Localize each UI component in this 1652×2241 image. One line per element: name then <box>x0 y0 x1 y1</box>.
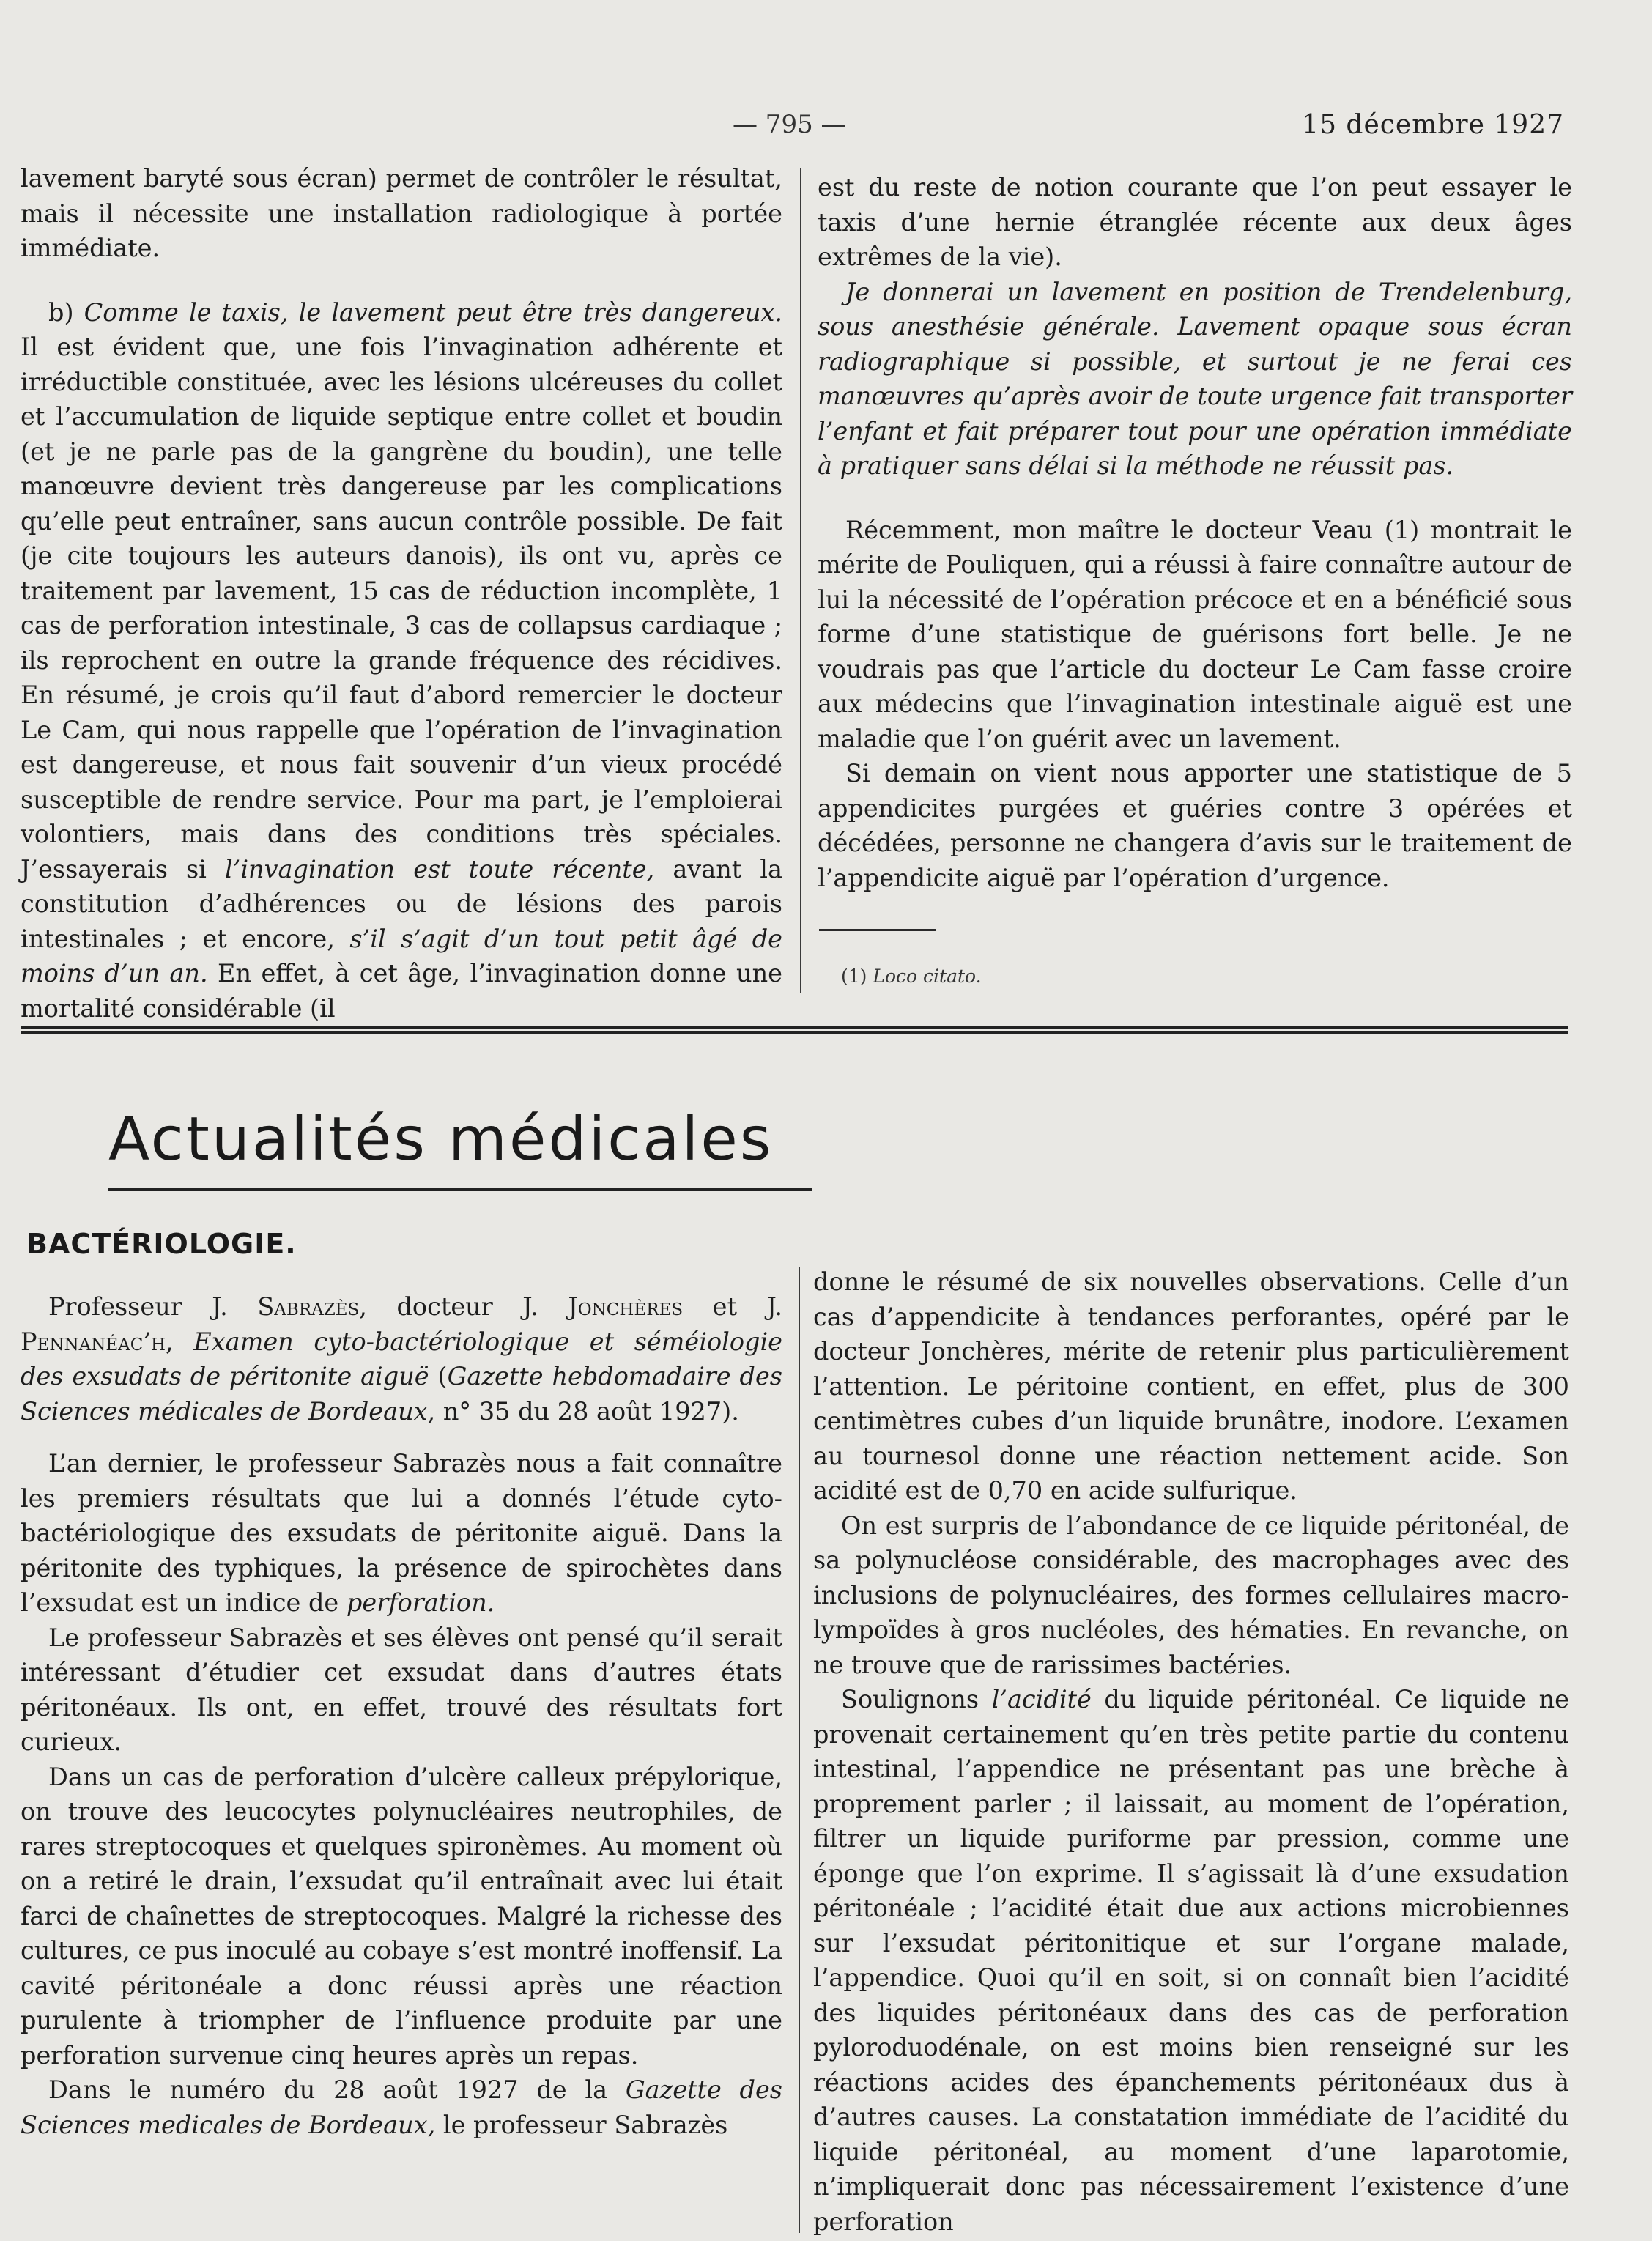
article-reference <box>21 1289 782 1429</box>
italic-text: l’acidité <box>991 1685 1092 1714</box>
top-left-column <box>21 161 782 1026</box>
paragraph <box>21 2073 782 2142</box>
journal-name: Gazette hebdomadaire des Sciences médicales de Bordeaux <box>21 1362 782 1426</box>
paragraph: Le professeur Sabrazès et ses élèves ont pensé qu’il serait intéressant d’étudier cet exsudat dans d’autres états péritonéaux. Ils ont, en effet, trouvé des résultats fort curieux. <box>21 1623 782 1756</box>
paragraph <box>21 295 782 1026</box>
footnote-text: Loco citato. <box>873 966 982 987</box>
paragraph: donne le résumé de six nouvelles observations. Celle d’un cas d’appendicite à tendances perforantes, opéré par le docteur Jonchères, mérite de retenir plus particulièrement l’attention. Le péritoine contient, en effet, plus de 300 centimètres cubes d’un liquide brunâtre, inodore. L’examen au tournesol donne une réaction nettement acide. Son acidité est de 0,70 en acide sulfurique. <box>813 1267 1569 1505</box>
text-run: Il est évident que, une fois l’invagination adhérente et irréductible constituée, avec les lésions ulcéreuses du collet et l’accumulation de liquide septique entre collet et boudin (et je ne parle pas de la gangrène du boudin), une telle manœuvre devient très dangereuse par les complications qu’elle peut entraîner, sans aucun contrôle possible. De fait (je cite toujours les auteurs danois), ils ont vu, après ce traitement par lavement, 15 cas de réduction incomplète, 1 cas de perforation intestinale, 3 cas de collapsus cardiaque ; ils reprochent en outre la grande fréquence des récidives. En résumé, je crois qu’il faut d’abord remercier le docteur Le Cam, qui nous rappelle que l’opération de l’invagination est dangereuse, et nous fait souvenir d’un vieux procédé susceptible de rendre service. Pour ma part, je l’emploierai volontiers, mais dans des conditions très spéciales. J’essayerais si <box>21 333 782 884</box>
italic-text: Comme le taxis, le lavement peut être très dangereux. <box>84 297 782 327</box>
title-underline <box>108 1188 812 1191</box>
text-run: Dans le numéro du 28 août 1927 de la <box>48 2075 608 2104</box>
italic-text: s’il s’agit d’un tout petit âgé de moins d’un an. <box>21 924 782 988</box>
section-separator <box>21 1026 1568 1035</box>
paragraph <box>813 1682 1569 2239</box>
section-title: Actualités médicales <box>108 1105 774 1174</box>
author-name: Sabrazès <box>257 1292 360 1321</box>
text-run: , <box>166 1327 174 1356</box>
paragraph <box>21 1446 782 1620</box>
paragraph: est du reste de notion courante que l’on peut essayer le taxis d’une hernie étranglée récente aux deux âges extrêmes de la vie). <box>818 173 1572 271</box>
page-header <box>0 110 1652 154</box>
text-run: Soulignons <box>841 1685 979 1714</box>
paragraph: Si demain on vient nous apporter une statistique de 5 appendicites purgées et guéries contre 3 opérées et décédées, personne ne changera d’avis sur le traitement de l’appendicite aiguë par l’opération d’urgence. <box>818 759 1572 892</box>
text-run: En effet, à cet âge, l’invagination donne une mortalité considérable (il <box>21 959 782 1023</box>
italic-text: l’invagination est toute récente, <box>224 854 655 884</box>
italic-text: Gazette des Sciences medicales de Bordeaux, <box>21 2075 782 2139</box>
footnote-rule <box>819 929 936 931</box>
footnote <box>841 966 982 987</box>
text-run: avant la constitution d’adhérences ou de lésions des parois intestinales ; et encore, <box>21 854 782 953</box>
italic-text: perforation. <box>346 1588 495 1617</box>
text-run: , n° 35 du 28 août 1927). <box>427 1396 739 1426</box>
article-title: Examen cyto-bactériologique et séméiologie des exsudats de péritonite aiguë <box>21 1327 782 1390</box>
text-run: Professeur J. <box>48 1292 228 1321</box>
rule-line <box>21 1026 1568 1029</box>
top-right-column <box>818 170 1572 895</box>
text-run: et J. <box>712 1292 782 1321</box>
column-divider <box>800 168 801 993</box>
paragraph: lavement baryté sous écran) permet de contrôler le résultat, mais il nécessite une installation radiologique à portée immédiate. <box>21 164 782 262</box>
author-name: Pennanéac’h <box>21 1327 166 1356</box>
text-run: L’an dernier, le professeur Sabrazès nous a fait connaître les premiers résultats que lui a donnés l’étude cyto-bactériologique des exsudats de péritonite aiguë. Dans la péritonite des typhiques, la présence de spirochètes dans l’exsudat est un indice de <box>21 1449 782 1617</box>
page-number: — 795 — <box>733 110 846 139</box>
text-run: le professeur Sabrazès <box>442 2110 728 2139</box>
rubric-heading: BACTÉRIOLOGIE. <box>26 1228 297 1260</box>
author-name: Jonchères <box>568 1292 684 1321</box>
article-right-column <box>813 1264 1569 2239</box>
paragraph: Dans un cas de perforation d’ulcère calleux prépylorique, on trouve des leucocytes polynucléaires neutrophiles, de rares streptocoques et quelques spironèmes. Au moment où on a retiré le drain, l’exsudat qu’il entraînait avec lui était farci de chaînettes de streptocoques. Malgré la richesse des cultures, ce pus inoculé au cobaye s’est montré inoffensif. La cavité péritonéale a donc réussi après une réaction purulente à triompher de l’influence produite par une perforation survenue cinq heures après un repas. <box>21 1762 782 2070</box>
paragraph: Récemment, mon maître le docteur Veau (1) montrait le mérite de Pouliquen, qui a réussi à faire connaître autour de lui la nécessité de l’opération précoce et en a bénéficié sous forme d’une statistique de guérisons fort belle. Je ne voudrais pas que l’article du docteur Le Cam fasse croire aux médecins que l’invagination intestinale aiguë est une maladie que l’on guérit avec un lavement. <box>818 515 1573 753</box>
rule-line <box>21 1031 1568 1034</box>
text-run: du liquide péritonéal. Ce liquide ne provenait certainement qu’en très petite partie du contenu intestinal, l’appendice ne présentant pas une brèche à proprement parler ; il laissait, au moment de l’opération, filtrer un liquide puriforme par pression, comme une éponge que l’on exprime. Il s’agissait là d’une exsudation péritonéale ; l’acidité était due aux actions microbiennes sur l’exsudat péritonitique et sur l’organe malade, l’appendice. Quoi qu’il en soit, si on connaît bien l’acidité des liquides péritonéaux dans des cas de perforation pyloroduodénale, on est moins bien renseigné sur les réactions acides des épanchements péritonéaux dus à d’autres causes. La constatation immédiate de l’acidité du liquide péritonéal, au moment d’une laparotomie, n’impliquerait donc pas nécessairement l’existence d’une perforation <box>813 1685 1569 2236</box>
article-left-column <box>21 1289 782 2142</box>
paragraph: On est surpris de l’abondance de ce liquide péritonéal, de sa polynucléose considérable, des macrophages avec des inclusions de polynucléaires, des formes cellulaires macro-lympoïdes à gros nucléoles, des hématies. En revanche, on ne trouve que de rarissimes bactéries. <box>813 1511 1569 1679</box>
list-label: b) <box>48 297 74 327</box>
footnote-mark: (1) <box>841 966 867 987</box>
text-run: ( <box>437 1362 448 1390</box>
column-divider <box>799 1267 800 2233</box>
text-run: , docteur J. <box>359 1292 538 1321</box>
italic-paragraph: Je donnerai un lavement en position de Trendelenburg, sous anesthésie générale. Lavement opaque sous écran radiographique si possible, et surtout je ne ferai ces manœuvres qu’après avoir de toute urgence fait transporter l’enfant et fait préparer tout pour une opération immédiate à pratiquer sans délai si la méthode ne réussit pas. <box>818 277 1572 480</box>
issue-date: 15 décembre 1927 <box>1302 110 1564 140</box>
